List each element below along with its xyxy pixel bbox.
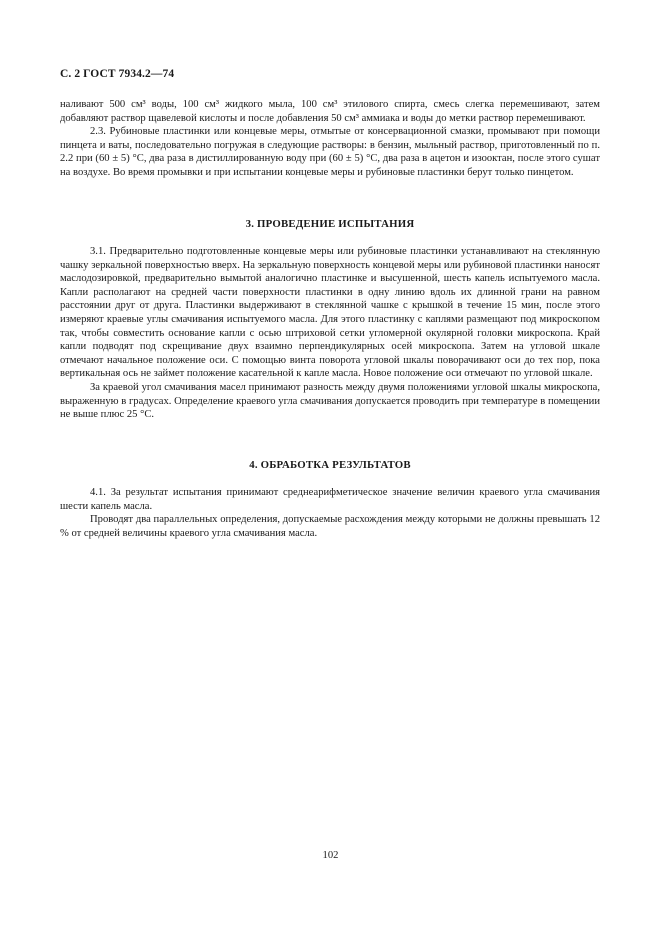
page-header: С. 2 ГОСТ 7934.2—74 xyxy=(60,68,175,80)
section-3-title: 3. ПРОВЕДЕНИЕ ИСПЫТАНИЯ xyxy=(245,218,415,230)
paragraph-contact-angle: За краевой угол смачивания масел принимают разность между двумя положениями угловой шкалы микроскопа, выраженную в градусах. Определение краевого угла смачивания допускается проводить при температуре в помещении не выше плюс 25 °С. xyxy=(60,381,600,421)
section-4-title: 4. ОБРАБОТКА РЕЗУЛЬТАТОВ xyxy=(249,459,411,471)
paragraph-3-1: 3.1. Предварительно подготовленные концевые меры или рубиновые пластинки устанавливают на стеклянную чашку зеркальной поверхностью вверх. На зеркальную поверхность концевой меры или рубиновой пластинки наносят маслодозировкой, предварительно вымытой аналогично пластинке и высушенной, шесть капель испытуемого масла. Капли располагают на средней части поверхности пластинки в одну линию вдоль их длинной грани на равном расстоянии друг от друга. Пластинки выдерживают в стеклянной чашке с крышкой в течение 15 мин, после этого измеряют краевые углы смачивания испытуемого масла. Для этого пластинку с каплями размещают под микроскопом так, чтобы совместить основание капли с осью штриховой сетки угломерной окулярной головки микроскопа. Край капли подводят под скрещивание двух взаимно перпендикулярных осей микроскопа. Затем на угловой шкале отмечают начальное положение оси. С помощью винта поворота угловой шкалы поворачивают оси до тех пор, пока вертикальная ось не займет положение касательной к капле масла. Новое положение оси отмечают по угловой шкале. xyxy=(60,246,600,380)
paragraph-continuation: наливают 500 см³ воды, 100 см³ жидкого мыла, 100 см³ этилового спирта, смесь слегка перемешивают, затем добавляют раствор щавелевой кислоты и после добавления 50 см³ аммиака и воды до метки раствор перемешивают. xyxy=(60,99,600,124)
section-3-text xyxy=(60,245,600,422)
section-4-text xyxy=(60,486,600,540)
paragraph-4-1: 4.1. За результат испытания принимают среднеарифметическое значение величин краевого угла смачивания шести капель масла. xyxy=(60,487,600,512)
paragraph-2-3: 2.3. Рубиновые пластинки или концевые меры, отмытые от консервационной смазки, промывают при помощи пинцета и ваты, последовательно погружая в следующие растворы: в бензин, мыльный раствор, приготовленный по п. 2.2 при (60 ± 5) °С, два раза в дистиллированную воду при (60 ± 5) °С, два раза в ацетон и изооктан, после этого сушат на воздухе. Во время промывки и при испытании концевые меры и рубиновые пластинки берут только пинцетом. xyxy=(60,126,600,178)
page-number: 102 xyxy=(322,850,339,861)
intro-text xyxy=(60,98,600,180)
paragraph-parallel: Проводят два параллельных определения, допускаемые расхождения между которыми не должны превышать 12 % от средней величины краевого угла смачивания масла. xyxy=(60,514,600,539)
